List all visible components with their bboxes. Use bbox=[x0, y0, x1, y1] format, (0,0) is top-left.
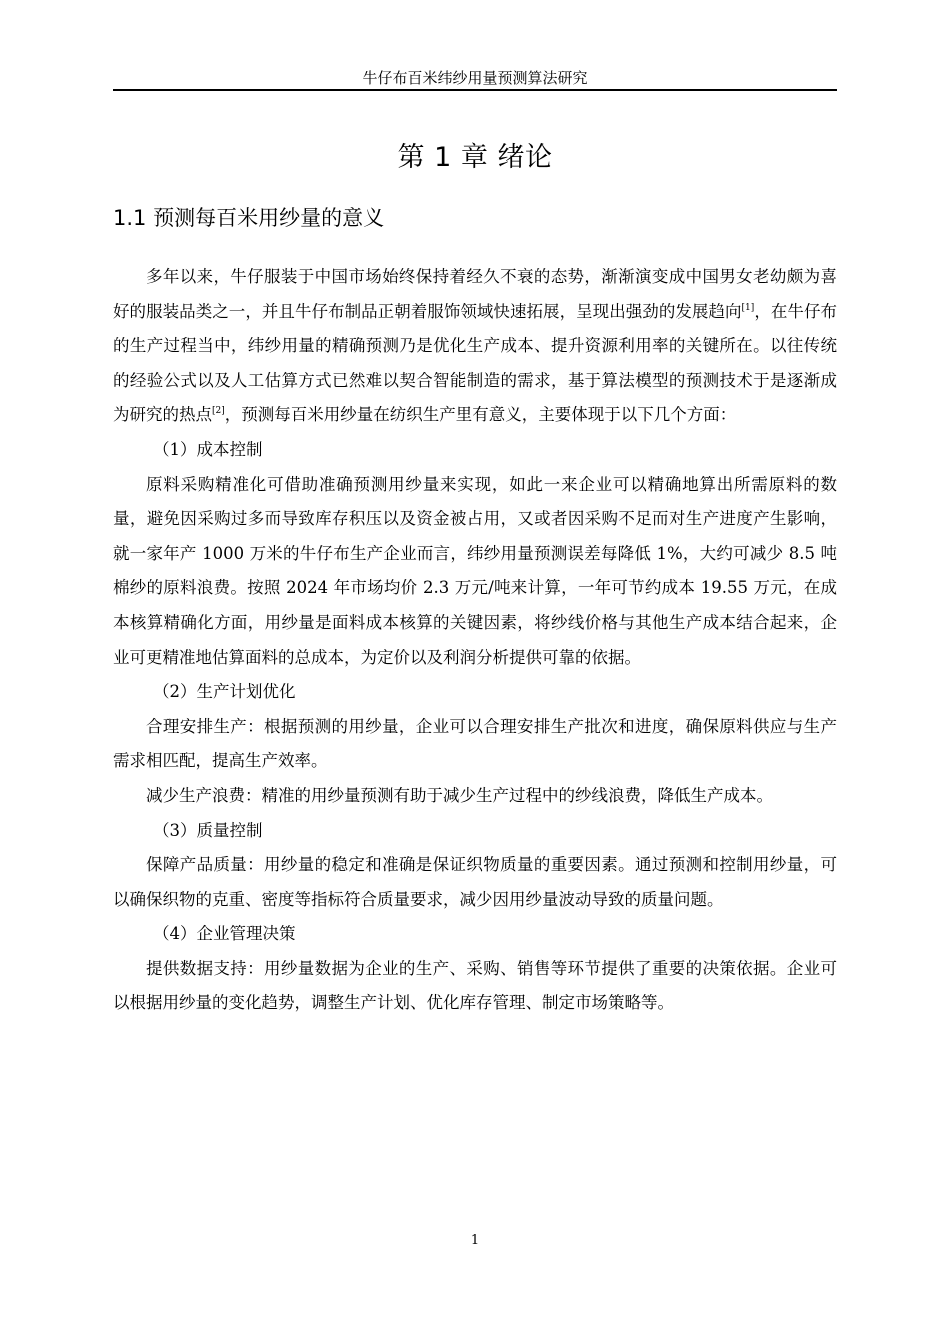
paragraph-waste-reduction: 减少生产浪费：精准的用纱量预测有助于减少生产过程中的纱线浪费，降低生产成本。 bbox=[146, 785, 773, 805]
paragraph-cost-control: 原料采购精准化可借助准确预测用纱量来实现，如此一来企业可以精确地算出所需原料的数量，避免因采购过多而导致库存积压以及资金被占用，又或者因采购不足而对生产进度产生影响，就一家年产 1000 万米的牛仔布生产企业而言，纬纱用量预测误差每降低 1%，大约可减少 8.5 吨棉纱的原料浪费。按照 2024 年市场均价 2.3 万元/吨来计算，一年可节约成本 19.55 万元，在成本核算精确化方面，用纱量是面料成本核算的关键因素，将纱线价格与其他生产成本结合起来，企业可更精准地估算面料的总成本，为定价以及利润分析提供可靠的依据。 bbox=[113, 474, 837, 667]
paragraph-scheduling: 合理安排生产：根据预测的用纱量，企业可以合理安排生产批次和进度，确保原料供应与生产需求相匹配，提高生产效率。 bbox=[113, 716, 837, 771]
intro-paragraph: 多年以来，牛仔服装于中国市场始终保持着经久不衰的态势，渐渐演变成中国男女老幼颇为喜好的服装品类之一，并且牛仔布制品正朝着服饰领域快速拓展，呈现出强劲的发展趋向[1]，在牛仔布的生产过程当中，纬纱用量的精确预测乃是优化生产成本、提升资源利用率的关键所在。以往传统的经验公式以及人工估算方式已然难以契合智能制造的需求，基于算法模型的预测技术于是逐渐成为研究的热点[2]，预测每百米用纱量在纺织生产里有意义，主要体现于以下几个方面： bbox=[113, 267, 838, 425]
section-title: 1.1 预测每百米用纱量的意义 bbox=[113, 206, 385, 230]
citation-ref-2[interactable]: [2] bbox=[212, 406, 225, 417]
chapter-title: 第 1 章 绪论 bbox=[397, 142, 553, 173]
item-heading-quality-control: （3）质量控制 bbox=[153, 820, 263, 840]
header-rule bbox=[113, 89, 837, 91]
item-heading-cost-control: （1）成本控制 bbox=[153, 439, 263, 459]
body-text bbox=[113, 260, 837, 1021]
running-header: 牛仔布百米纬纱用量预测算法研究 bbox=[362, 69, 588, 87]
paragraph-quality: 保障产品质量：用纱量的稳定和准确是保证织物质量的重要因素。通过预测和控制用纱量，可以确保织物的克重、密度等指标符合质量要求，减少因用纱量波动导致的质量问题。 bbox=[113, 855, 837, 909]
citation-ref-1[interactable]: [1] bbox=[741, 302, 755, 313]
item-heading-management-decision: （4）企业管理决策 bbox=[153, 924, 296, 944]
paragraph-decision-support: 提供数据支持：用纱量数据为企业的生产、采购、销售等环节提供了重要的决策依据。企业可以根据用纱量的变化趋势，调整生产计划、优化库存管理、制定市场策略等。 bbox=[113, 958, 837, 1013]
item-heading-production-planning: （2）生产计划优化 bbox=[153, 682, 296, 702]
page-number: 1 bbox=[470, 1233, 480, 1248]
